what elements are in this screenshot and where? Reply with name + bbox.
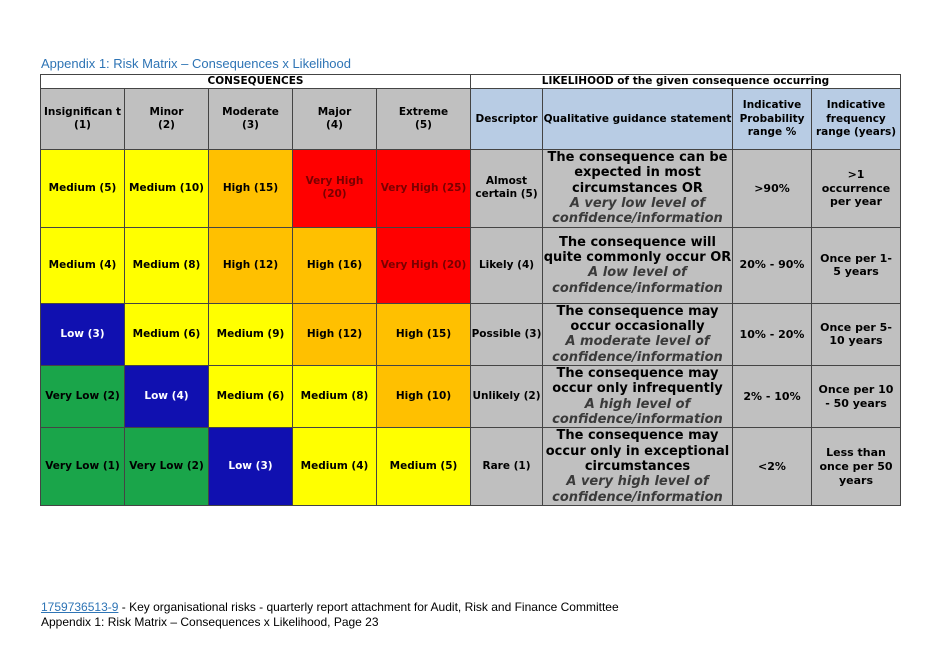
risk-cell: Medium (8) xyxy=(293,366,377,428)
risk-cell: High (12) xyxy=(209,227,293,303)
matrix-row xyxy=(41,366,901,428)
matrix-row xyxy=(41,428,901,506)
risk-cell: Low (3) xyxy=(209,428,293,506)
footer-line-2: Appendix 1: Risk Matrix – Consequences x Likelihood, Page 23 xyxy=(41,615,379,629)
frequency-range: Once per 1-5 years xyxy=(812,227,901,303)
risk-cell: High (12) xyxy=(293,303,377,365)
consequences-header: CONSEQUENCES xyxy=(41,75,471,89)
risk-cell: High (10) xyxy=(377,366,471,428)
risk-cell: Medium (4) xyxy=(41,227,125,303)
page-title: Appendix 1: Risk Matrix – Consequences x Likelihood xyxy=(41,56,352,71)
frequency-range: Once per 10 - 50 years xyxy=(812,366,901,428)
consequence-col-header: Major (4) xyxy=(293,89,377,150)
frequency-col-header: Indicative frequency range (years) xyxy=(812,89,901,150)
qualitative-statement xyxy=(543,366,733,428)
risk-cell: Medium (8) xyxy=(125,227,209,303)
probability-range: 2% - 10% xyxy=(733,366,812,428)
qualitative-statement xyxy=(543,150,733,228)
risk-cell: Medium (5) xyxy=(377,428,471,506)
frequency-range: Once per 5-10 years xyxy=(812,303,901,365)
risk-cell: Very High (20) xyxy=(293,150,377,228)
likelihood-descriptor: Likely (4) xyxy=(471,227,543,303)
consequence-col-header: Minor (2) xyxy=(125,89,209,150)
likelihood-descriptor: Rare (1) xyxy=(471,428,543,506)
risk-cell: Very Low (1) xyxy=(41,428,125,506)
frequency-range: >1 occurrence per year xyxy=(812,150,901,228)
doc-id-link[interactable]: 1759736513-9 xyxy=(41,600,119,614)
risk-cell: Medium (4) xyxy=(293,428,377,506)
risk-cell: Medium (6) xyxy=(209,366,293,428)
likelihood-descriptor: Possible (3) xyxy=(471,303,543,365)
risk-cell: Very Low (2) xyxy=(125,428,209,506)
qualitative-col-header: Qualitative guidance statement xyxy=(543,89,733,150)
statement-text: The consequence may occur only in exceptional circumstances xyxy=(545,428,730,475)
matrix-row xyxy=(41,303,901,365)
likelihood-header: LIKELIHOOD of the given consequence occurring xyxy=(471,75,901,89)
matrix-row xyxy=(41,150,901,228)
risk-cell: High (16) xyxy=(293,227,377,303)
risk-cell: Medium (6) xyxy=(125,303,209,365)
footer-line-1 xyxy=(41,600,619,614)
likelihood-descriptor: Unlikely (2) xyxy=(471,366,543,428)
descriptor-col-header: Descriptor xyxy=(471,89,543,150)
risk-cell: High (15) xyxy=(209,150,293,228)
statement-text: The consequence may occur occasionally xyxy=(556,303,719,335)
probability-range: 10% - 20% xyxy=(733,303,812,365)
statement-text: The consequence will quite commonly occur OR xyxy=(543,234,732,265)
risk-cell: Low (4) xyxy=(125,366,209,428)
statement-confidence: A high level of confidence/information xyxy=(552,396,723,428)
risk-cell: High (15) xyxy=(377,303,471,365)
footer-text: - Key organisational risks - quarterly report attachment for Audit, Risk and Finance Committee xyxy=(118,600,619,614)
probability-range: 20% - 90% xyxy=(733,227,812,303)
matrix-row xyxy=(41,227,901,303)
risk-cell: Medium (10) xyxy=(125,150,209,228)
risk-cell: Very Low (2) xyxy=(41,366,125,428)
probability-col-header: Indicative Probability range % xyxy=(733,89,812,150)
statement-confidence: A low level of confidence/information xyxy=(552,265,723,296)
probability-range: >90% xyxy=(733,150,812,228)
probability-range: <2% xyxy=(733,428,812,506)
statement-confidence: A moderate level of confidence/information xyxy=(552,334,723,365)
consequence-col-header: Extreme (5) xyxy=(377,89,471,150)
risk-cell: Medium (5) xyxy=(41,150,125,228)
statement-confidence: A very low level of confidence/information xyxy=(552,196,723,227)
statement-confidence: A very high level of confidence/information xyxy=(552,474,723,505)
risk-matrix-table xyxy=(40,74,901,506)
qualitative-statement xyxy=(543,227,733,303)
frequency-range: Less than once per 50 years xyxy=(812,428,901,506)
risk-cell: Low (3) xyxy=(41,303,125,365)
qualitative-statement xyxy=(543,428,733,506)
statement-text: The consequence may occur only infrequently xyxy=(552,366,723,397)
consequence-col-header: Insignifican t (1) xyxy=(41,89,125,150)
risk-cell: Very High (20) xyxy=(377,227,471,303)
risk-cell: Medium (9) xyxy=(209,303,293,365)
likelihood-descriptor: Almost certain (5) xyxy=(471,150,543,228)
consequence-col-header: Moderate (3) xyxy=(209,89,293,150)
statement-text: The consequence can be expected in most circumstances OR xyxy=(547,150,728,196)
risk-cell: Very High (25) xyxy=(377,150,471,228)
qualitative-statement xyxy=(543,303,733,365)
